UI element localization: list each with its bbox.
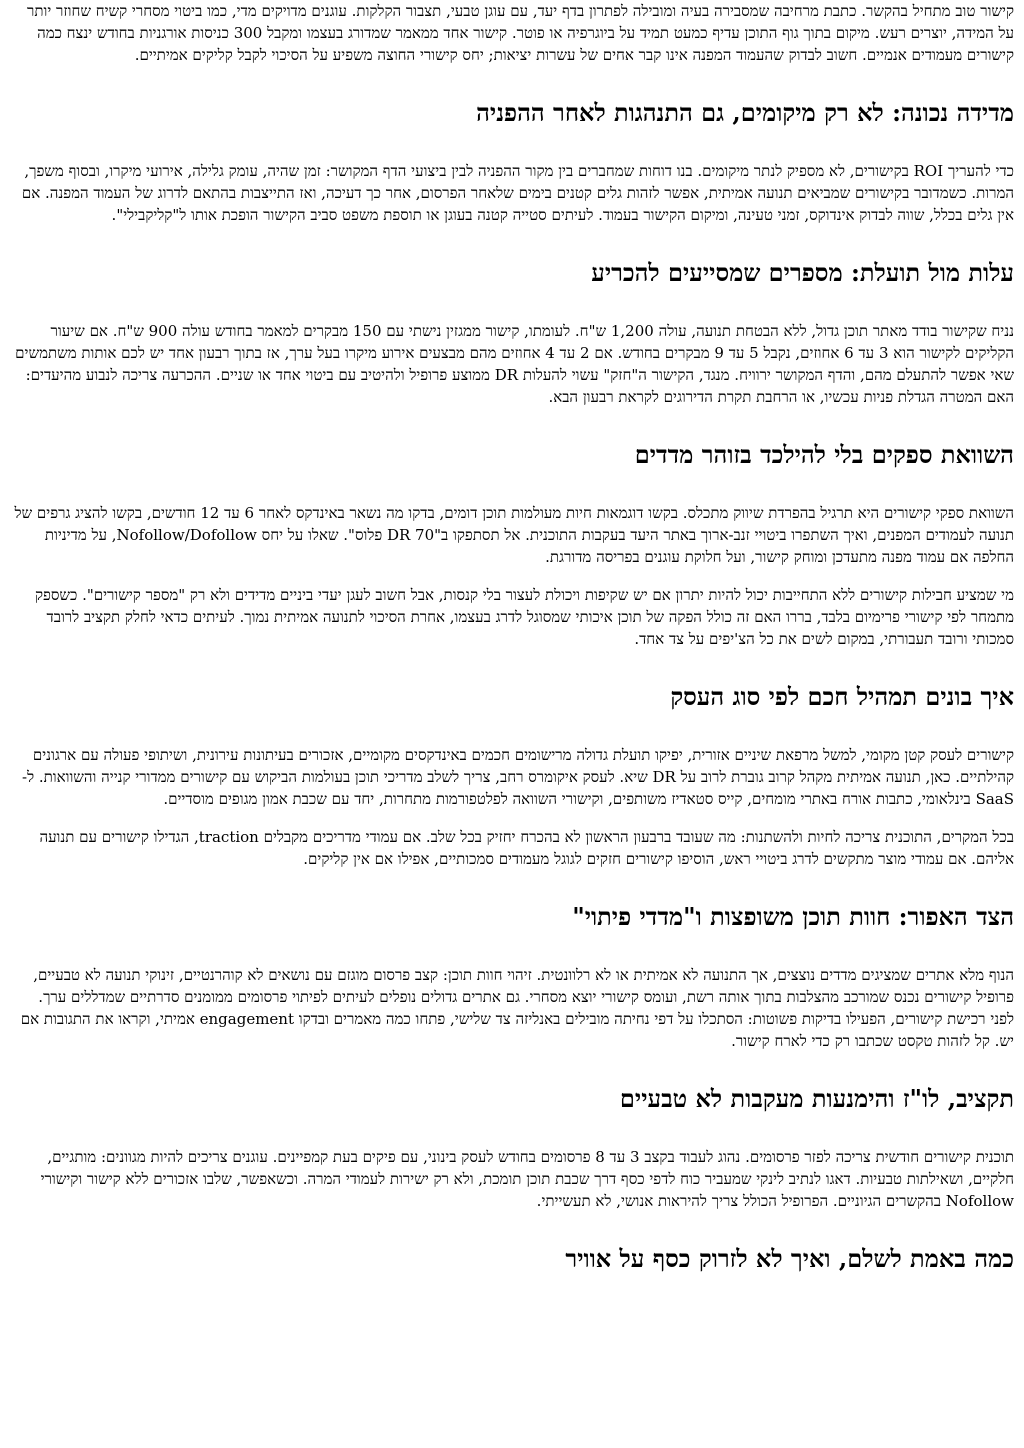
article — [10, 0, 1014, 1306]
section-how-much-to-pay — [10, 1244, 1014, 1274]
section-paragraph: מי שמציע חבילות קישורים ללא התחייבות יכול להיות יתרון אם יש שקיפות ויכולת לעצור בלי קנסות, אבל חשוב לעגן יעדי ביניים מדידים ולא רק "מספר קישורים". כשספק מתמחר לפי קישורי פרימיום בלבד, בררו האם זה כולל הפקה של תוכן איכותי שמסוגל לדרג בעצמו, אחרת הסיכוי לתנועה אמיתית נמוך. לעיתים כדאי לחלק תקציב לרובד סמכותי ורובד תעבורתי, במקום לשים את כל הצ'יפים על צד אחד. — [34, 586, 1014, 648]
section-cost-benefit — [10, 258, 1014, 408]
section-paragraph: כדי להעריך ROI בקישורים, לא מספיק לנתר מיקומים. בנו דוחות שמחברים בין מקור ההפניה לבין ביצועי הדף המקושר: זמן שהיה, עומק גלילה, אירועי מיקרו, ובסוף משפך, המרות. כשמדובר בקישורים שמביאים תנועה אמיתית, אפשר לזהות גלים קטנים בימים שלאחר הפרסום, אחר כך דעיכה, ואז התייצבות בהתאם לדרוג של העמוד המפנה. אם אין גלים בכלל, שווה לבדוק אינדוקס, זמני טעינה, ומיקום הקישור בעמוד. לעיתים סטייה קטנה בעוגן או תוספת משפט סביב הקישור הופכת אותו ל"קליקבילי". — [21, 162, 1014, 224]
section-heading: תקציב, לו"ז והימנעות מעקבות לא טבעיים — [619, 1084, 1014, 1113]
section-heading: מדידה נכונה: לא רק מיקומים, גם התנהגות לאחר ההפניה — [476, 98, 1014, 127]
section-heading: הצד האפור: חוות תוכן משופצות ו"מדדי פיתוי" — [572, 902, 1014, 931]
section-paragraph: קישורים לעסק קטן מקומי, למשל מרפאת שיניים אזורית, יפיקו תועלת גדולה מרישומים חכמים באינדקסים מקומיים, אזכורים בעיתונות עירונית, ושיתופי פעולה עם ארגונים קהילתיים. כאן, תנועה אמיתית מקהל קרוב גוברת לרוב על DR שיא. לעסק איקומרס רחב, צריך לשלב מדריכי תוכן בעולמות הביקוש עם קישורים ממדורי קנייה והשוואות. ל-SaaS בינלאומי, כתבות אורח באתרי מומחים, קייס סטאדיז משותפים, וקישורי השוואה לפלטפורמות מתחרות, יחד עם שכבת אמון מגופים מוסדיים. — [22, 746, 1014, 808]
intro-paragraph: קישור טוב מתחיל בהקשר. כתבת מרחיבה שמסבירה בעיה ומובילה לפתרון בדף יעד, עם עוגן טבעי, תצבור הקלקות. עוגנים מדויקים מדי, כמו ביטוי מסחרי קשיח שחוזר יותר על המידה, יוצרים רעש. מיקום בתוך גוף התוכן עדיף כמעט תמיד על ביוגרפיה או פוטר. קישור אחד ממאמר שמדורג בעצמו ומקבל 300 כניסות אורגניות בחודש ינצח כמה קישורים מעמודים אנמיים. חשוב לבדוק שהעמוד המפנה אינו קבר אחים של עשרות יציאות; יחס קישורי החוצה משפיע על הסיכוי לקבל קליקים אמיתיים. — [27, 2, 1014, 64]
section-heading: כמה באמת לשלם, ואיך לא לזרוק כסף על אוויר — [565, 1244, 1014, 1273]
section-budget-schedule — [10, 1084, 1014, 1212]
section-measurement — [10, 98, 1014, 226]
section-paragraph: תוכנית קישורים חודשית צריכה לפזר פרסומים. נהוג לעבוד בקצב 3 עד 8 פרסומים בחודש לעסק בינוני, עם פיקים בעת קמפיינים. עוגנים צריכים להיות מגוונים: מותגיים, חלקיים, ושאילתות טבעיות. דאגו לנתיב לינקי שמעביר כוח לדפי כסף דרך שכבת תוכן תומכת, ולא רק ישירות לעמודי המרה. וכשאפשר, שלבו אזכורים ללא קישור וקישורי Nofollow בהקשרים הגיוניים. הפרופיל הכולל צריך להיראות אנושי, לא תעשייתי. — [40, 1148, 1014, 1210]
section-vendor-comparison — [10, 440, 1014, 650]
section-paragraph: הנוף מלא אתרים שמציגים מדדים נוצצים, אך התנועה לא אמיתית או לא רלוונטית. זיהוי חוות תוכן: קצב פרסום מוגזם עם נושאים לא קוהרנטיים, זינוקי תנועה לא טבעיים, פרופיל קישורים נכנס שמורכב מהצלבות בתוך אותה רשת, ועומס קישורי יוצא מסחרי. גם אתרים גדולים נופלים לעיתים לפיתוי פרסומים ממומנים סדרתיים שמדללים ערך. לפני רכישת קישורים, הפעילו בדיקות פשוטות: הסתכלו על דפי נחיתה מובילים באנליזה צד שלישי, פתחו כמה מאמרים ובדקו engagement אמיתי, וקראו את התגובות אם יש. קל לזהות טקסט שכתבו רק כדי לארח קישור. — [20, 966, 1014, 1050]
section-heading: עלות מול תועלת: מספרים שמסייעים להכריע — [591, 258, 1014, 287]
section-gray-side — [10, 902, 1014, 1052]
section-smart-mix — [10, 682, 1014, 870]
section-heading: איך בונים תמהיל חכם לפי סוג העסק — [670, 682, 1014, 711]
section-paragraph: השוואת ספקי קישורים היא תרגיל בהפרדת שיווק מתכלס. בקשו דוגמאות חיות מעולמות תוכן דומים, בדקו מה נשאר באינדקס לאחר 6 עד 12 חודשים, בקשו להציג גרפים של תנועה לעמודים המפנים, ואיך השתפרו ביטויי זנב-ארוך באתר היעד בעקבות התוכנית. אל תסתפקו ב"DR 70 פלוס". שאלו על יחס Nofollow/Dofollow, על מדיניות החלפה אם עמוד מפנה מתעדכן ומוחק קישור, ועל חלוקת עוגנים בפריסה מדורגת. — [14, 504, 1014, 566]
section-paragraph: נניח שקישור בודד מאתר תוכן גדול, ללא הבטחת תנועה, עולה 1,200 ש"ח. לעומתו, קישור ממגזין נישתי עם 150 מבקרים למאמר בחודש עולה 900 ש"ח. אם שיעור הקליקים לקישור הוא 3 עד 6 אחוזים, נקבל 5 עד 9 מבקרים בחודש. אם 2 עד 4 אחוזים מהם מבצעים אירוע מיקרו בעל ערך, אז בתוך רבעון אחד יש לכם אותות משתמשים שאי אפשר להתעלם מהם, והדף המקושר ירוויח. מנגד, הקישור ה"חזק" עשוי להעלות DR ממוצע פרופיל ולהיטיב עם ביטוי אחד או שניים. ההכרעה צריכה לנבוע מהיעדים: האם המטרה הגדלת פניות עכשיו, או הרחבת תקרת הדירוגים לקראת רבעון הבא. — [15, 322, 1014, 406]
section-paragraph: בכל המקרים, התוכנית צריכה לחיות ולהשתנות: מה שעובד ברבעון הראשון לא בהכרח יחזיק בכל שלב. אם עמודי מדריכים מקבלים traction, הגדילו קישורים עם תנועה אליהם. אם עמודי מוצר מתקשים לדרג ביטויי ראש, הוסיפו קישורים חזקים לגוגל מעמודים סמכותיים, אפילו אם אין קליקים. — [39, 828, 1014, 868]
section-heading: השוואת ספקים בלי להילכד בזוהר מדדים — [634, 440, 1014, 469]
